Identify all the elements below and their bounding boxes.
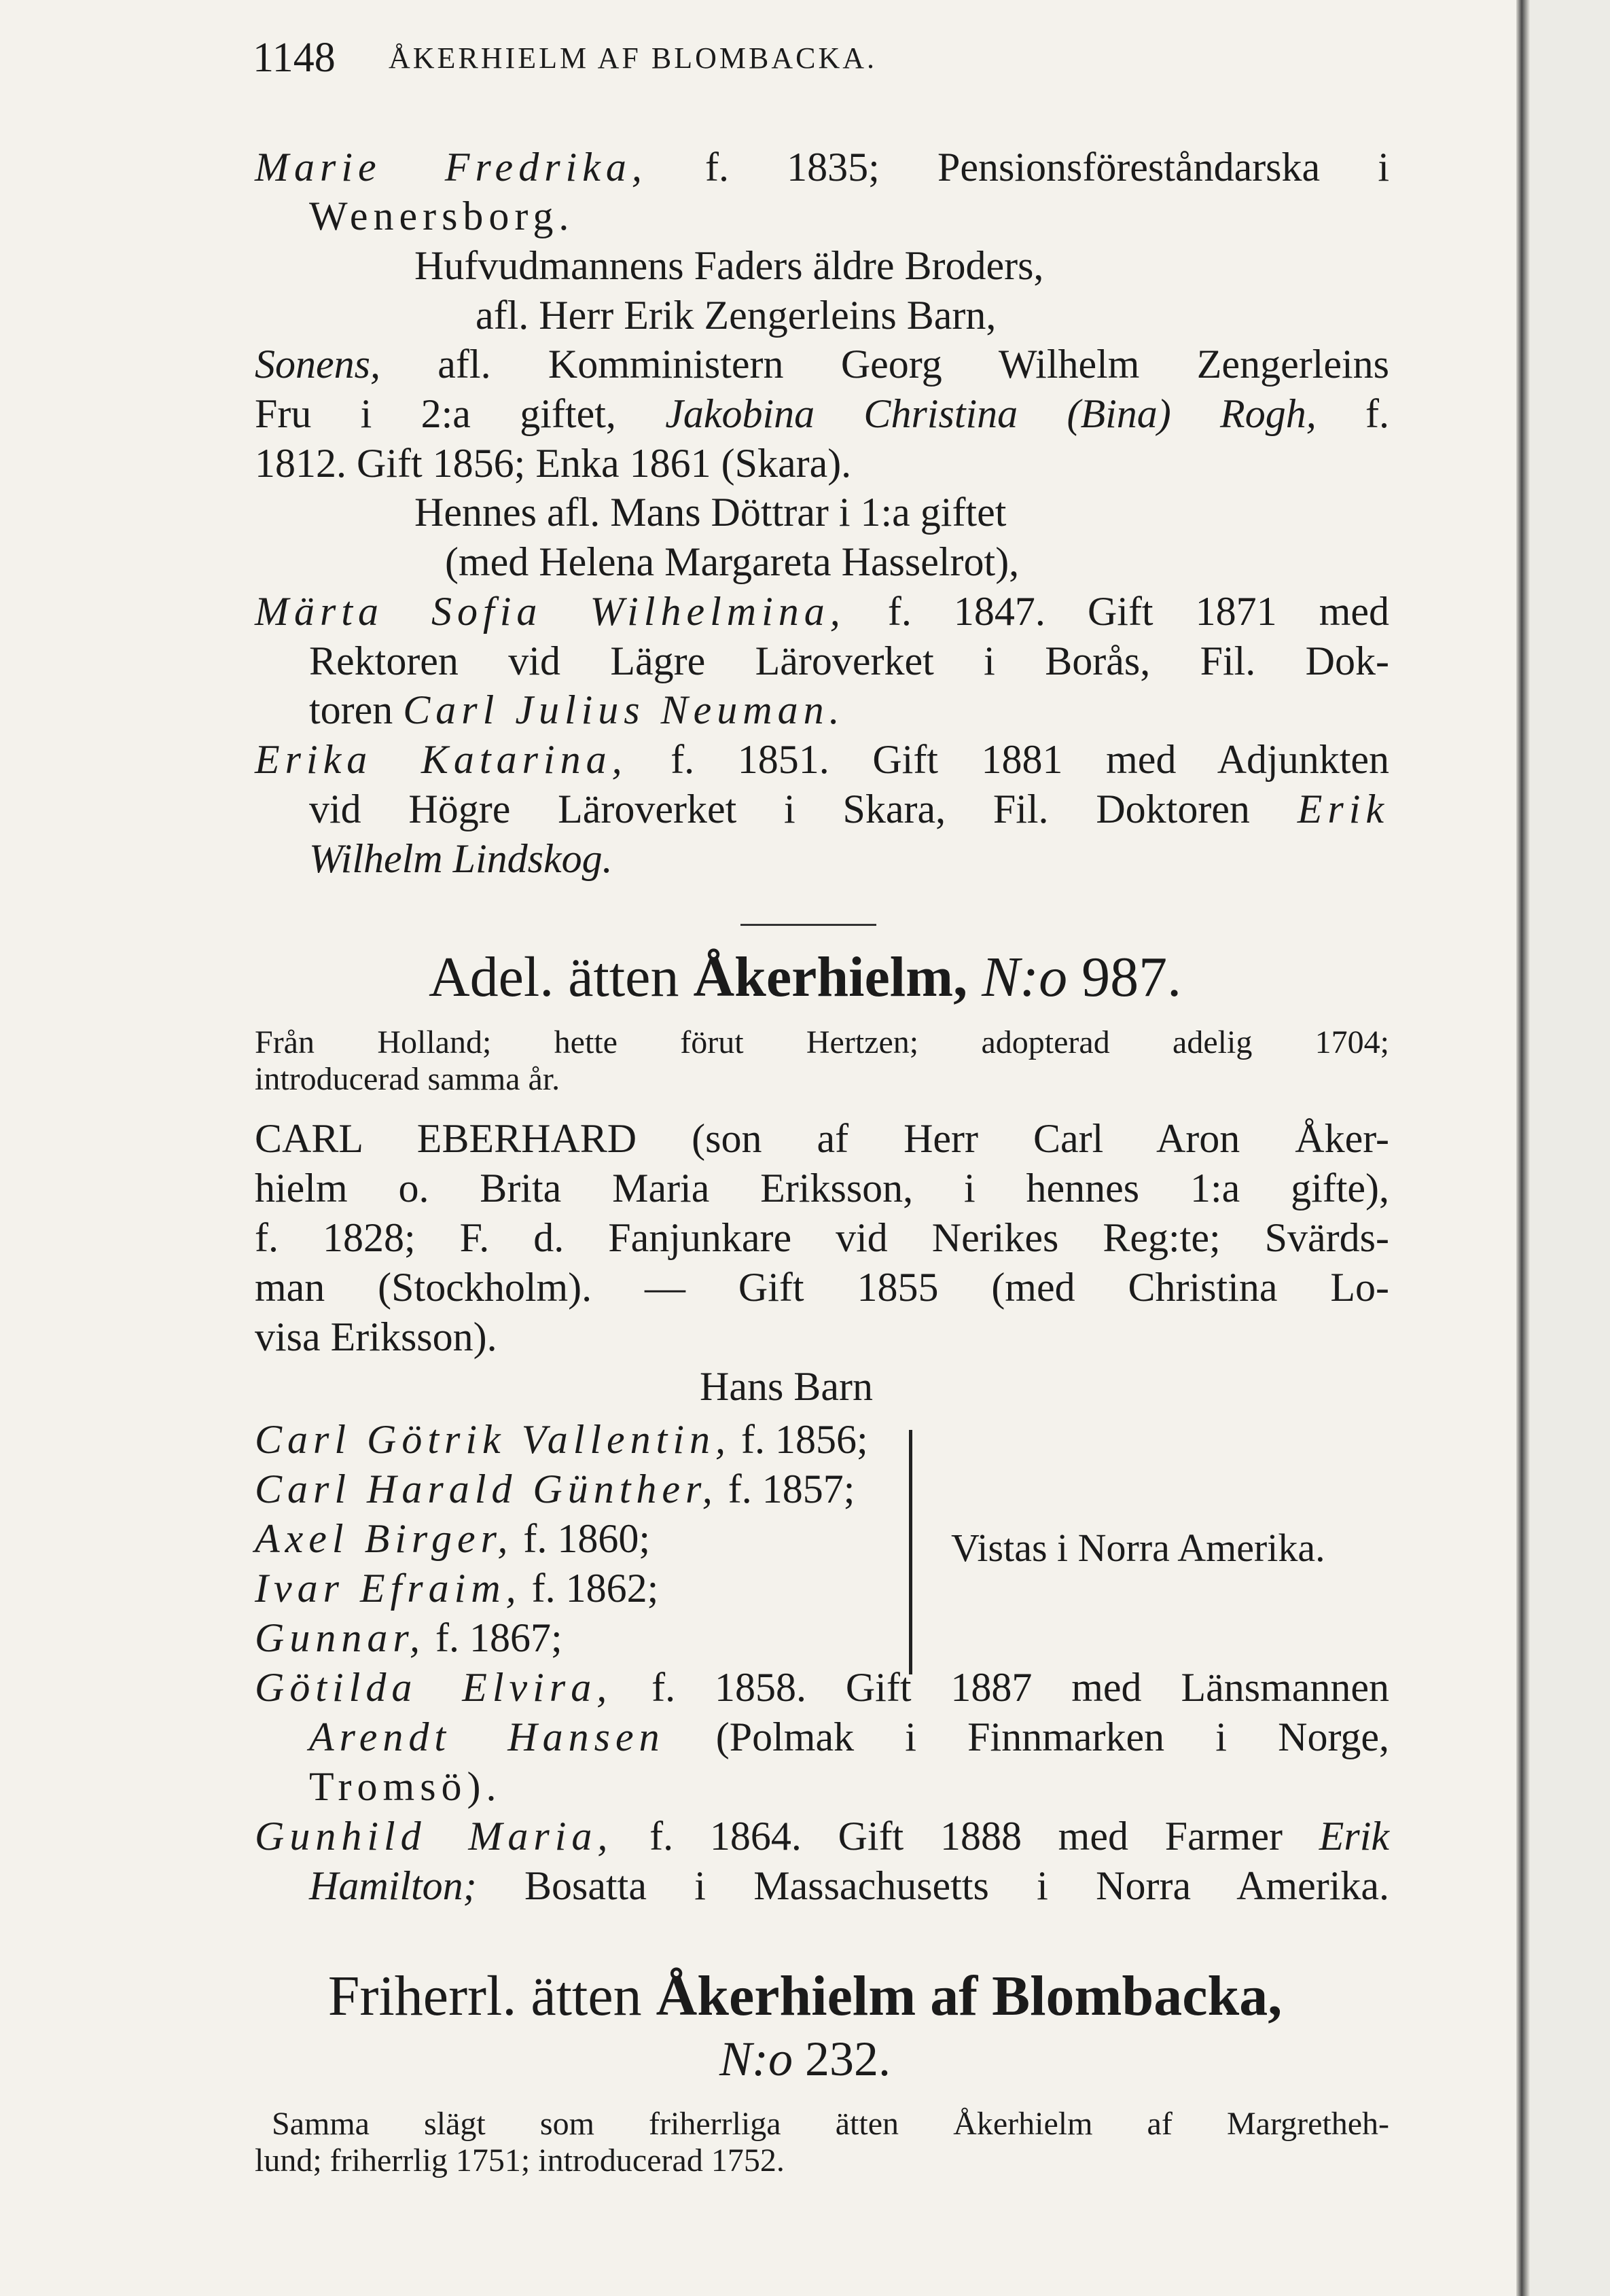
- text-line: Hennes afl. Mans Döttrar i 1:a giftet: [414, 490, 1007, 535]
- child-entry: Ivar Efraim, f. 1862;: [255, 1566, 659, 1611]
- text-line: Wilhelm Lindskog.: [309, 836, 613, 881]
- text-line: Hufvudmannens Faders äldre Broders,: [414, 243, 1044, 288]
- child-entry: Gunnar, f. 1867;: [255, 1615, 562, 1660]
- section-title: Friherrl. ätten Åkerhielm af Blombacka,: [327, 1965, 1283, 2028]
- brace-note: Vistas i Norra Amerika.: [951, 1526, 1325, 1570]
- page-header: [253, 34, 1408, 95]
- text-line: Från Holland; hette förut Hertzen; adopterad adelig 1704;: [255, 1024, 1389, 1060]
- text-line: Rektoren vid Lägre Läroverket i Borås, Fil. Dok-: [309, 639, 1389, 683]
- page-margin-bleed: [1530, 0, 1610, 2296]
- text-line: man (Stockholm). — Gift 1855 (med Christina Lo-: [255, 1265, 1389, 1310]
- text-line: Samma slägt som friherrliga ätten Åkerhielm af Margretheh-: [272, 2106, 1389, 2142]
- text-line: visa Eriksson).: [255, 1314, 497, 1359]
- text-line: Märta Sofia Wilhelmina, f. 1847. Gift 1871 med: [255, 589, 1390, 634]
- text-line: Wenersborg.: [309, 194, 575, 238]
- running-title: ÅKERHIELM AF BLOMBACKA.: [389, 41, 878, 75]
- brace-bracket: [909, 1430, 926, 1674]
- text-line: Erika Katarina, f. 1851. Gift 1881 med Adjunkten: [255, 737, 1390, 782]
- text-line: Hamilton; Bosatta i Massachusetts i Norra Amerika.: [309, 1863, 1390, 1908]
- section-divider: [740, 924, 876, 926]
- text-line: afl. Herr Erik Zengerleins Barn,: [476, 293, 997, 338]
- text-line: Götilda Elvira, f. 1858. Gift 1887 med Länsmannen: [255, 1665, 1390, 1710]
- text-line: introducerad samma år.: [255, 1061, 560, 1097]
- text-line: Marie Fredrika, f. 1835; Pensionsföreståndarska i: [255, 145, 1389, 190]
- text-line: Sonens, afl. Komministern Georg Wilhelm Zengerleins: [255, 342, 1389, 387]
- child-entry: Carl Harald Günther, f. 1857;: [255, 1467, 855, 1511]
- text-line: CARL EBERHARD (son af Herr Carl Aron Åker-: [255, 1116, 1389, 1161]
- children-heading: Hans Barn: [700, 1364, 873, 1409]
- text-line: Fru i 2:a giftet, Jakobina Christina (Bina) Rogh, f.: [255, 391, 1390, 436]
- text-line: f. 1828; F. d. Fanjunkare vid Nerikes Reg:te; Svärds-: [255, 1215, 1389, 1260]
- page-binding-edge: [1516, 0, 1530, 2296]
- text-line: lund; friherrlig 1751; introducerad 1752.: [255, 2142, 785, 2178]
- text-line: Gunhild Maria, f. 1864. Gift 1888 med Farmer Erik: [255, 1814, 1390, 1859]
- text-line: 1812. Gift 1856; Enka 1861 (Skara).: [255, 441, 852, 486]
- text-line: hielm o. Brita Maria Eriksson, i hennes 1:a gifte),: [255, 1166, 1389, 1210]
- section-title: Adel. ätten Åkerhielm, N:o 987.: [428, 946, 1182, 1009]
- text-line: (med Helena Margareta Hasselrot),: [445, 539, 1020, 584]
- text-line: Arendt Hansen (Polmak i Finnmarken i Norge,: [309, 1715, 1390, 1759]
- section-subtitle: N:o 232.: [719, 2032, 891, 2086]
- text-line: toren Carl Julius Neuman.: [309, 687, 845, 732]
- child-entry: Carl Götrik Vallentin, f. 1856;: [255, 1417, 868, 1462]
- child-entry: Axel Birger, f. 1860;: [255, 1516, 651, 1561]
- text-line: vid Högre Läroverket i Skara, Fil. Doktoren Erik: [309, 787, 1390, 831]
- text-line: Tromsö).: [309, 1764, 502, 1809]
- page-number: 1148: [253, 35, 336, 81]
